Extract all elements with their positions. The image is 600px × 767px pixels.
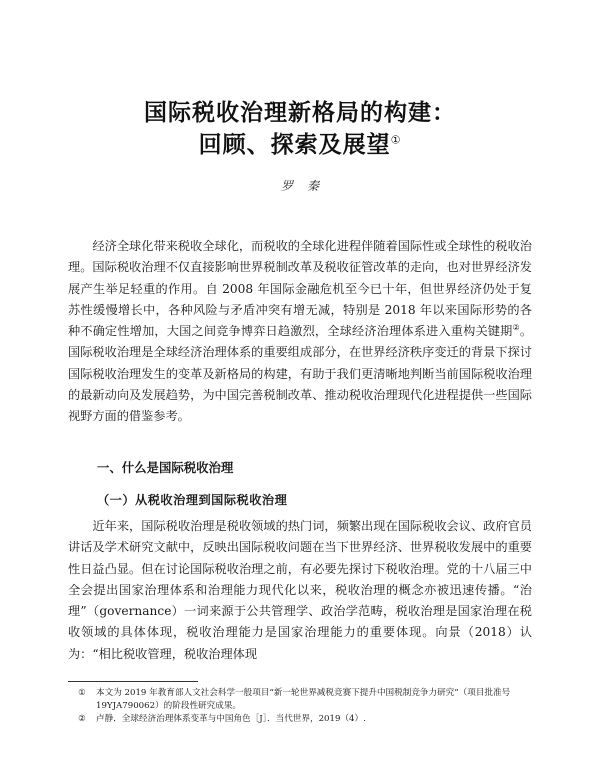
title-line-1: 国际税收治理新格局的构建： bbox=[144, 100, 456, 126]
footnote-text: 本文为 2019 年教育部人文社会科学一般项目“新一轮世界减税竞赛下提升中国税制竞争力研究”（项目批准号 19YJA790062）的阶段性研究成果。 bbox=[96, 688, 511, 711]
author-name: 罗秦 bbox=[280, 179, 333, 193]
footnote-mark: ① bbox=[78, 688, 86, 698]
section-heading: 一、什么是国际税收治理 bbox=[97, 460, 234, 475]
footnotes-list bbox=[68, 687, 532, 726]
intro-text-a: 经济全球化带来税收全球化，而税收的全球化进程伴随着国际性或全球性的税收治理。国际税收治理不仅直接影响世界税制改革及税收征管改革的走向，也对世界经济发展产生举足轻重的作用。自 2008 年国际金融危机至今已十年，但世界经济仍处于复苏性缓慢增长中，各种风险与矛盾冲突有增无减，特别是 2018 年以来国际形势的各种不确定性增加，大国之间竞争博弈日趋激烈，全球经济治理体系进入重构关键期 bbox=[68, 239, 532, 339]
title-footnote-mark[interactable]: ① bbox=[390, 133, 402, 147]
title-line-2 bbox=[0, 126, 600, 159]
intro-text-b: 。国际税收治理是全球经济治理体系的重要组成部分，在世界经济秩序变迁的背景下探讨国际税收治理发生的变革及新格局的构建，有助于我们更清晰地判断当前国际税收治理的最新动向及发展趋势，为中国完善税制改革、推动税收治理现代化进程提供一些国际视野方面的借鉴参考。 bbox=[68, 324, 533, 424]
footnote-text: 卢静．全球经济治理体系变革与中国角色［J］．当代世界，2019（4）. bbox=[96, 714, 366, 724]
footnote-item bbox=[68, 687, 532, 713]
subsection-heading: （一）从税收治理到国际税收治理 bbox=[97, 493, 288, 507]
intro-paragraph bbox=[68, 236, 532, 428]
body-paragraph: 近年来，国际税收治理是税收领域的热门词，频繁出现在国际税收会议、政府官员讲话及学术研究文献中，反映出国际税收问题在当下世界经济、世界税收发展中的重要性日益凸显。但在讨论国际税收治理之前，有必要先探讨下税收治理。党的十八届三中全会提出国家治理体系和治理能力现代化以来，税收治理的概念亦被迅速传播。“治理”（governance）一词来源于公共管理学、政治学范畴，税收治理是国家治理在税收领域的具体体现，税收治理能力是国家治理能力的重要体现。向景（2018）认为：“相比税收管理，税收治理体现 bbox=[68, 519, 532, 661]
title-line-2-text: 回顾、探索及展望 bbox=[198, 132, 391, 158]
intro-footnote-mark[interactable]: ② bbox=[512, 323, 520, 333]
footnote-mark: ② bbox=[78, 714, 86, 724]
footnote-item bbox=[68, 713, 532, 726]
footnote-divider bbox=[68, 681, 198, 682]
